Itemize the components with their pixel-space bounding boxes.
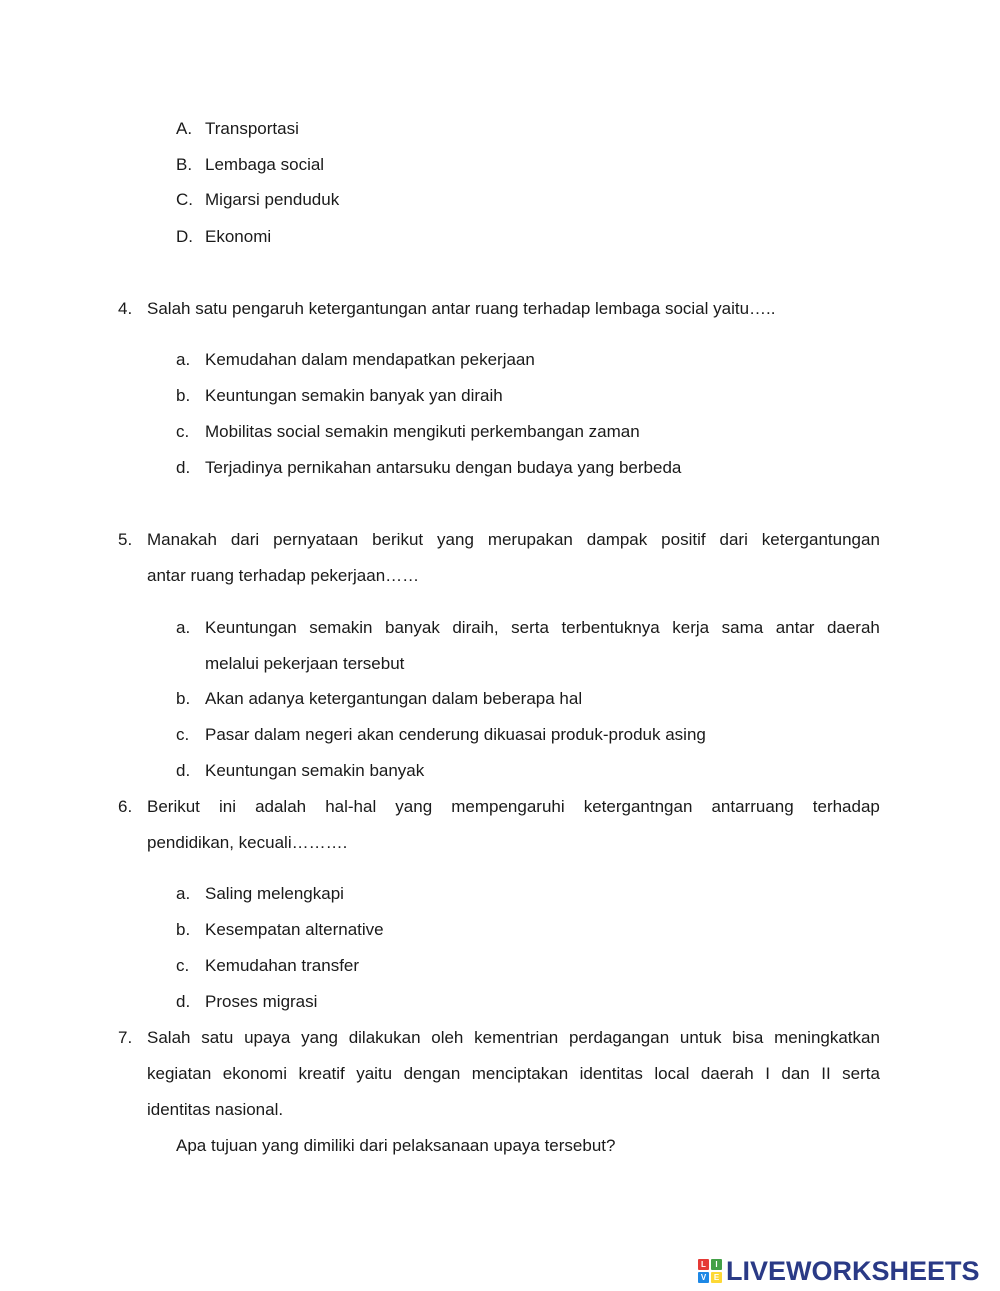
question-text-line-2: kegiatan ekonomi kreatif yaitu dengan menciptakan identitas local daerah I dan II serta xyxy=(147,1064,880,1083)
question-number: 6. xyxy=(118,797,133,816)
logo-tile: I xyxy=(711,1259,722,1270)
logo-text: LIVEWORKSHEETS xyxy=(726,1255,980,1286)
option-marker: C. xyxy=(176,190,193,209)
option-marker: c. xyxy=(176,422,190,441)
question-number: 5. xyxy=(118,530,133,549)
option-marker: d. xyxy=(176,761,191,780)
option-marker: b. xyxy=(176,689,191,708)
option-text-line-1: Keuntungan semakin banyak diraih, serta terbentuknya kerja sama antar daerah xyxy=(205,618,880,637)
option-text: Pasar dalam negeri akan cenderung dikuasai produk-produk asing xyxy=(205,725,706,744)
option-text-line-2: melalui pekerjaan tersebut xyxy=(205,654,405,673)
option-text: Keuntungan semakin banyak xyxy=(205,761,425,780)
option-text: Akan adanya ketergantungan dalam beberapa hal xyxy=(205,689,583,708)
option-marker: a. xyxy=(176,884,191,903)
sub-question-text: Apa tujuan yang dimiliki dari pelaksanaan upaya tersebut? xyxy=(176,1136,616,1155)
option-marker: B. xyxy=(176,155,193,174)
option-text: Lembaga social xyxy=(205,155,325,174)
option-text: Ekonomi xyxy=(205,227,272,246)
option-marker: d. xyxy=(176,992,191,1011)
option-marker: a. xyxy=(176,350,191,369)
logo-tiles xyxy=(698,1259,722,1283)
option-marker: d. xyxy=(176,458,191,477)
option-marker: b. xyxy=(176,920,191,939)
question-text-line-1: Berikut ini adalah hal-hal yang mempengaruhi ketergantngan antarruang terhadap xyxy=(147,797,880,816)
logo-tile: L xyxy=(698,1259,709,1270)
question-text-line-2: antar ruang terhadap pekerjaan…… xyxy=(147,566,420,585)
option-marker: b. xyxy=(176,386,191,405)
option-text: Kemudahan transfer xyxy=(205,956,360,975)
logo-tile: E xyxy=(711,1272,722,1283)
option-text: Mobilitas social semakin mengikuti perkembangan zaman xyxy=(205,422,640,441)
option-marker: c. xyxy=(176,725,190,744)
option-text: Kemudahan dalam mendapatkan pekerjaan xyxy=(205,350,535,369)
option-text: Migarsi penduduk xyxy=(205,190,340,209)
option-text: Transportasi xyxy=(205,119,299,138)
option-text: Keuntungan semakin banyak yan diraih xyxy=(205,386,503,405)
question-text: Salah satu pengaruh ketergantungan antar ruang terhadap lembaga social yaitu….. xyxy=(147,299,776,318)
option-text: Saling melengkapi xyxy=(205,884,344,903)
question-text-line-3: identitas nasional. xyxy=(147,1100,284,1119)
option-text: Terjadinya pernikahan antarsuku dengan budaya yang berbeda xyxy=(205,458,682,477)
question-text-line-2: pendidikan, kecuali………. xyxy=(147,833,348,852)
option-text: Kesempatan alternative xyxy=(205,920,384,939)
option-marker: A. xyxy=(176,119,193,138)
liveworksheets-logo xyxy=(698,1257,980,1285)
question-text-line-1: Manakah dari pernyataan berikut yang merupakan dampak positif dari ketergantungan xyxy=(147,530,880,549)
logo-tile: V xyxy=(698,1272,709,1283)
option-marker: a. xyxy=(176,618,191,637)
question-text-line-1: Salah satu upaya yang dilakukan oleh kementrian perdagangan untuk bisa meningkatkan xyxy=(147,1028,880,1047)
question-number: 7. xyxy=(118,1028,133,1047)
question-number: 4. xyxy=(118,299,133,318)
option-text: Proses migrasi xyxy=(205,992,318,1011)
option-marker: D. xyxy=(176,227,193,246)
option-marker: c. xyxy=(176,956,190,975)
